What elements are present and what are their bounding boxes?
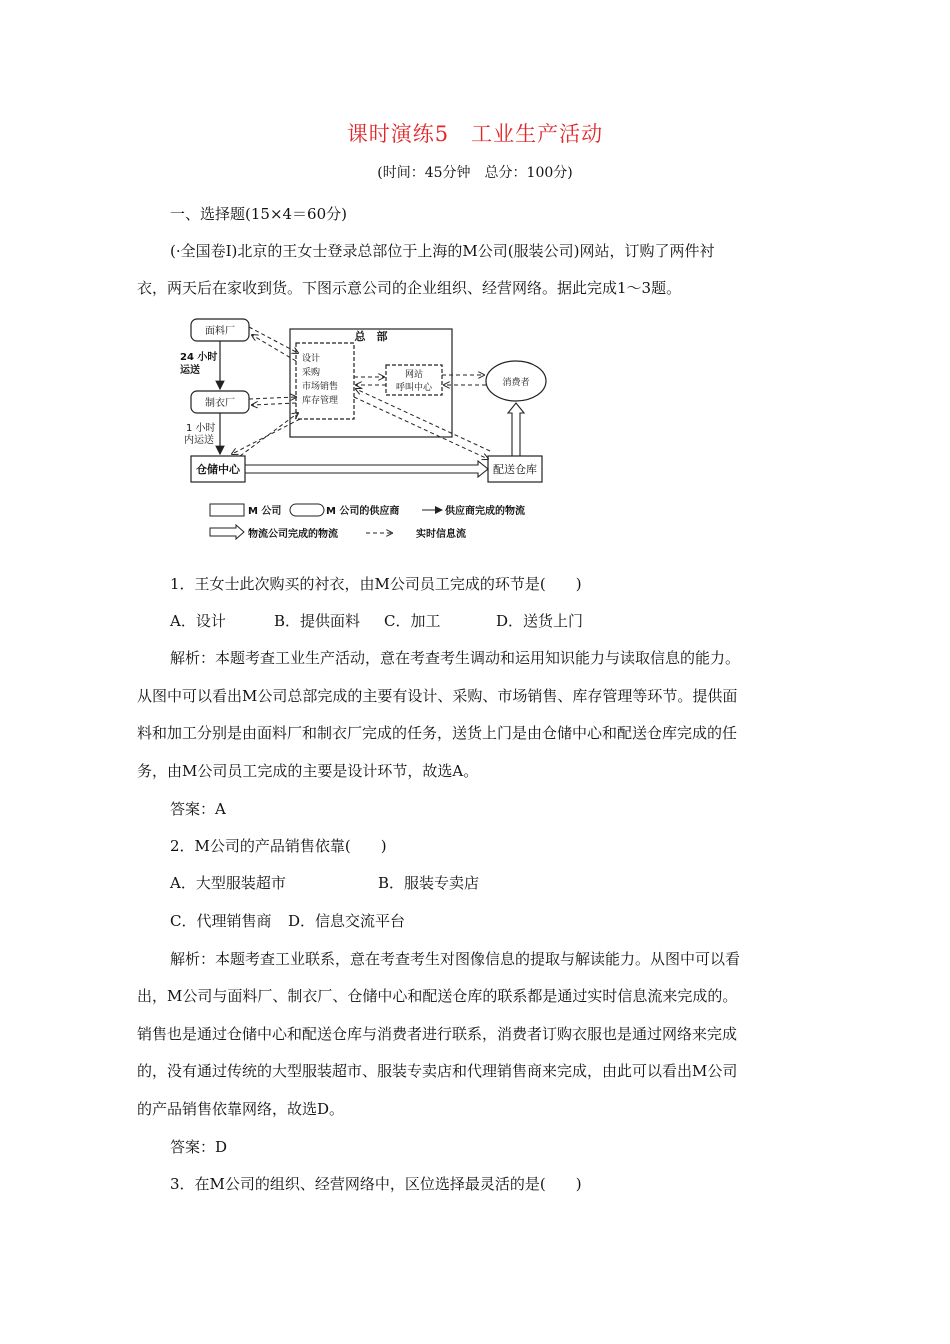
- q2-analysis-4: 的，没有通过传统的大型服装超市、服装专卖店和代理销售商来完成，由此可以看出M公司: [137, 1062, 738, 1080]
- q2-analysis-2: 出，M公司与面料厂、制衣厂、仓储中心和配送仓库的联系都是通过实时信息流来完成的。: [137, 987, 738, 1005]
- transport-1h-label-2: 内运送: [184, 435, 214, 446]
- q1-options: [170, 610, 850, 631]
- page-title: 课时演练5 工业生产活动: [346, 122, 604, 146]
- q1-option-c: C．加工: [384, 612, 441, 630]
- q2-analysis-5: 的产品销售依靠网络，故选D。: [137, 1100, 345, 1118]
- storage-center-label: 仓储中心: [196, 463, 240, 476]
- hq-item-inventory: 库存管理: [302, 396, 339, 406]
- q1-analysis-3: 料和加工分别是由面料厂和制衣厂完成的任务，送货上门是由仓储中心和配送仓库完成的任: [137, 724, 738, 742]
- q2-option-c: C．代理销售商: [170, 912, 272, 930]
- hq-item-design: 设计: [302, 354, 321, 364]
- q1-analysis-1: 解析：本题考查工业生产活动，意在考查考生调动和运用知识能力与读取信息的能力。: [170, 649, 741, 667]
- legend-supplier-flow-label: 供应商完成的物流: [445, 506, 525, 517]
- section-heading: 一、选择题(15×4＝60分): [170, 205, 347, 223]
- legend-company-label: M 公司: [248, 506, 282, 517]
- organization-network-diagram: [180, 313, 560, 545]
- q1-analysis-4: 务，由M公司员工完成的主要是设计环节，故选A。: [137, 762, 479, 780]
- transport-1h-label: 1 小时: [186, 423, 216, 434]
- hq-item-marketing: 市场销售: [302, 382, 339, 392]
- legend-logistics-label: 物流公司完成的物流: [248, 529, 338, 540]
- q1-analysis-2: 从图中可以看出M公司总部完成的主要有设计、采购、市场销售、库存管理等环节。提供面: [137, 687, 738, 705]
- intro-line-2: 衣，两天后在家收到货。下图示意公司的企业组织、经营网络。据此完成1～3题。: [137, 279, 682, 297]
- q2-options-row2: [170, 910, 850, 931]
- q2-option-b: B．服装专卖店: [378, 874, 480, 892]
- legend-logistics-swatch: [210, 525, 244, 539]
- hq-item-purchase: 采购: [302, 368, 321, 378]
- garment-factory-label: 制衣厂: [205, 398, 235, 409]
- q1-option-b: B．提供面料: [274, 612, 361, 630]
- call-center-label: 呼叫中心: [395, 383, 433, 393]
- q2-stem: 2．M公司的产品销售依靠( ): [170, 837, 387, 855]
- transport-24h-label-2: 运送: [180, 365, 200, 376]
- legend-company-swatch: [210, 504, 244, 516]
- legend-info-flow-label: 实时信息流: [416, 529, 466, 540]
- website-label: 网站: [404, 370, 424, 380]
- q2-analysis-1: 解析：本题考查工业联系，意在考查考生对图像信息的提取与解读能力。从图中可以看: [170, 950, 741, 968]
- consumer-label: 消费者: [502, 378, 530, 388]
- intro-line-1: (·全国卷Ⅰ)北京的王女士登录总部位于上海的M公司(服装公司)网站，订购了两件衬: [170, 242, 715, 260]
- q1-option-a: A．设计: [170, 612, 226, 630]
- legend-supplier-swatch: [290, 504, 324, 516]
- q2-answer: 答案：D: [170, 1138, 228, 1156]
- fabric-factory-label: 面料厂: [205, 326, 235, 337]
- hq-title: 总 部: [354, 330, 388, 343]
- transport-24h-label: 24 小时: [180, 352, 218, 363]
- q1-answer: 答案：A: [170, 800, 226, 818]
- q1-option-d: D．送货上门: [496, 612, 584, 630]
- delivery-warehouse-label: 配送仓库: [493, 463, 537, 476]
- page-subtitle: (时间：45分钟 总分：100分): [377, 165, 573, 181]
- legend-supplier-label: M 公司的供应商: [326, 506, 400, 517]
- q2-option-d: D．信息交流平台: [288, 912, 406, 930]
- q2-option-a: A．大型服装超市: [170, 874, 286, 892]
- q1-stem: 1．王女士此次购买的衬衣，由M公司员工完成的环节是( ): [170, 575, 582, 593]
- q2-options-row1: [170, 872, 850, 893]
- q2-analysis-3: 销售也是通过仓储中心和配送仓库与消费者进行联系，消费者订购衣服也是通过网络来完成: [137, 1025, 738, 1043]
- q3-stem: 3．在M公司的组织、经营网络中，区位选择最灵活的是( ): [170, 1175, 582, 1193]
